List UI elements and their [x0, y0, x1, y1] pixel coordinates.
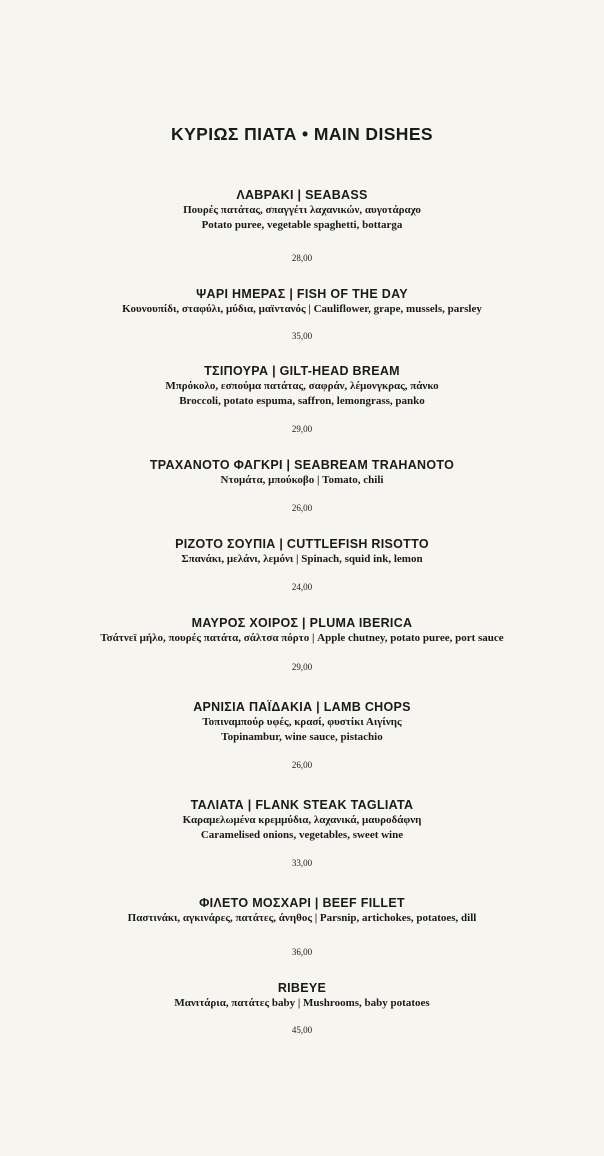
dish-name: ΤΑΛΙΑΤΑ | FLANK STEAK TAGLIATA — [190, 798, 414, 812]
dish-item — [0, 896, 604, 926]
dish-description-greek: Πουρές πατάτας, σπαγγέτι λαχανικών, αυγοτάραχο — [183, 204, 421, 216]
dish-price: 26,00 — [291, 760, 313, 770]
dish-description-english: Potato puree, vegetable spaghetti, bottarga — [201, 219, 403, 231]
dish-item — [0, 537, 604, 567]
dish-price: 24,00 — [291, 582, 313, 592]
dish-description-greek: Τοπιναμπούρ υφές, κρασί, φυστίκι Αιγίνης — [202, 716, 402, 728]
dish-description: Σπανάκι, μελάνι, λεμόνι | Spinach, squid ink, lemon — [181, 553, 423, 565]
dish-item — [0, 798, 604, 843]
dish-item — [0, 287, 604, 317]
dish-price: 28,00 — [291, 253, 313, 263]
dish-name: ΡΙΖΟΤΟ ΣΟΥΠΙΑ | CUTTLEFISH RISOTTO — [175, 537, 429, 551]
dish-description: Τσάτνεϊ μήλο, πουρές πατάτα, σάλτσα πόρτο | Apple chutney, potato puree, port sauce — [100, 632, 504, 644]
dish-name: ΛΑΒΡΑΚΙ | SEABASS — [236, 188, 368, 202]
dish-description: Κουνουπίδι, σταφύλι, μύδια, μαϊντανός | Cauliflower, grape, mussels, parsley — [122, 303, 482, 315]
dish-description: Παστινάκι, αγκινάρες, πατάτες, άνηθος | Parsnip, artichokes, potatoes, dill — [127, 912, 477, 924]
dish-item — [0, 458, 604, 488]
dish-name: ΤΡΑΧΑΝΟΤΟ ΦΑΓΚΡΙ | SEABREAM TRAHANOTO — [149, 458, 455, 472]
dish-item — [0, 364, 604, 409]
dish-name: ΨΑΡΙ ΗΜΕΡΑΣ | FISH OF THE DAY — [196, 287, 408, 301]
dish-description-greek: Καραμελωμένα κρεμμύδια, λαχανικά, μαυροδάφνη — [182, 814, 422, 826]
dish-price: 45,00 — [291, 1025, 313, 1035]
menu-title: ΚΥΡΙΩΣ ΠΙΑΤΑ • MAIN DISHES — [171, 124, 433, 144]
dish-price: 29,00 — [291, 662, 313, 672]
dish-description: Μανιτάρια, πατάτες baby | Mushrooms, baby potatoes — [174, 997, 430, 1009]
dish-item — [0, 700, 604, 745]
dish-name: RIBEYE — [277, 981, 327, 995]
dish-price: 36,00 — [291, 947, 313, 957]
dish-item — [0, 616, 604, 646]
dish-name: ΦΙΛΕΤΟ ΜΟΣΧΑΡΙ | BEEF FILLET — [199, 896, 405, 910]
dish-name: ΤΣΙΠΟΥΡΑ | GILT-HEAD BREAM — [204, 364, 400, 378]
dish-name: ΜΑΥΡΟΣ ΧΟΙΡΟΣ | PLUMA IBERICA — [191, 616, 413, 630]
dish-item — [0, 981, 604, 1011]
dish-price: 26,00 — [291, 503, 313, 513]
dish-description-english: Caramelised onions, vegetables, sweet wine — [200, 829, 404, 841]
dish-description-english: Topinambur, wine sauce, pistachio — [221, 731, 383, 743]
dish-item — [0, 188, 604, 233]
dish-description-greek: Μπρόκολο, εσπούμα πατάτας, σαφράν, λέμονγκρας, πάνκο — [165, 380, 439, 392]
dish-name: ΑΡΝΙΣΙΑ ΠΑΪΔΑΚΙΑ | LAMB CHOPS — [193, 700, 411, 714]
dish-description: Ντομάτα, μπούκοβο | Tomato, chili — [220, 474, 384, 486]
dish-price: 33,00 — [291, 858, 313, 868]
dish-price: 29,00 — [291, 424, 313, 434]
dish-description-english: Broccoli, potato espuma, saffron, lemongrass, panko — [179, 395, 425, 407]
dish-price: 35,00 — [291, 331, 313, 341]
